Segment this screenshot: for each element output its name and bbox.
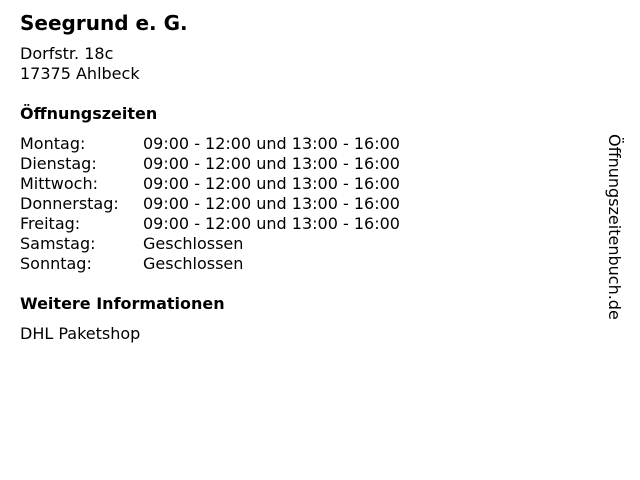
further-info-heading: Weitere Informationen [20,294,225,313]
hours-time: Geschlossen [143,254,244,273]
hours-row-saturday [20,234,400,254]
hours-time: 09:00 - 12:00 und 13:00 - 16:00 [143,174,400,193]
hours-day: Montag: [20,134,86,153]
hours-day: Samstag: [20,234,96,253]
hours-row-thursday [20,194,400,214]
hours-time: Geschlossen [143,234,244,253]
address-street: Dorfstr. 18c [20,44,114,63]
hours-time: 09:00 - 12:00 und 13:00 - 16:00 [143,134,400,153]
hours-row-sunday [20,254,400,274]
hours-row-monday [20,134,400,154]
site-watermark: Öffnungszeitenbuch.de [605,134,624,320]
hours-row-tuesday [20,154,400,174]
hours-time: 09:00 - 12:00 und 13:00 - 16:00 [143,154,400,173]
hours-time: 09:00 - 12:00 und 13:00 - 16:00 [143,214,400,233]
opening-hours-heading: Öffnungszeiten [20,104,158,123]
hours-day: Sonntag: [20,254,92,273]
address-block [20,44,140,84]
further-info-text: DHL Paketshop [20,324,141,343]
hours-row-wednesday [20,174,400,194]
hours-day: Mittwoch: [20,174,98,193]
business-name: Seegrund e. G. [20,11,188,35]
hours-time: 09:00 - 12:00 und 13:00 - 16:00 [143,194,400,213]
hours-day: Dienstag: [20,154,97,173]
hours-row-friday [20,214,400,234]
hours-day: Donnerstag: [20,194,119,213]
address-city: 17375 Ahlbeck [20,64,140,83]
hours-day: Freitag: [20,214,81,233]
opening-hours-table [20,134,400,274]
